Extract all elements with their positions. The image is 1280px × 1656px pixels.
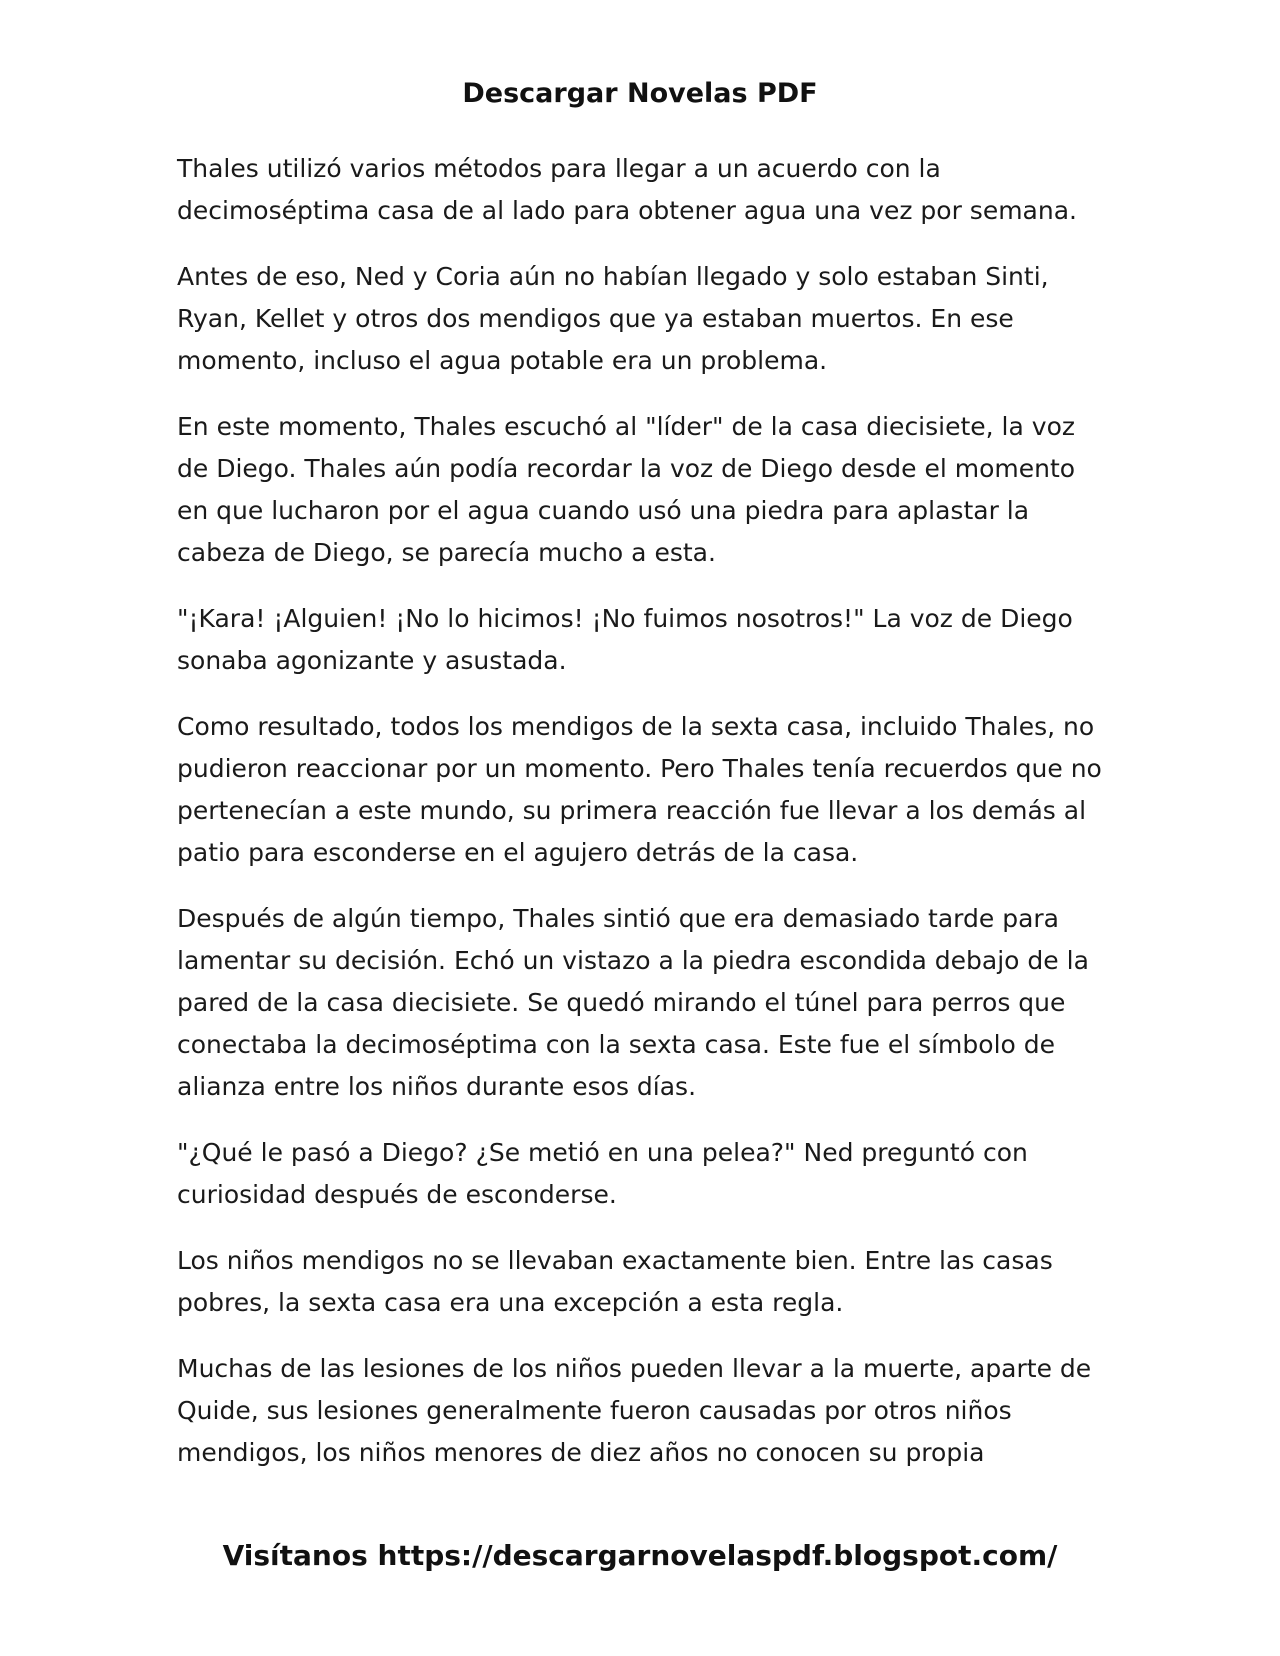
paragraph-5: Como resultado, todos los mendigos de la sexta casa, incluido Thales, no pudieron reaccionar por un momento. Pero Thales tenía recuerdos que no pertenecían a este mundo, su primera reacción fue llevar a los demás al patio para esconderse en el agujero detrás de la casa. — [177, 712, 1102, 867]
paragraph-4: "¡Kara! ¡Alguien! ¡No lo hicimos! ¡No fuimos nosotros!" La voz de Diego sonaba agonizante y asustada. — [177, 604, 1073, 675]
paragraph-3: En este momento, Thales escuchó al "líder" de la casa diecisiete, la voz de Diego. Thales aún podía recordar la voz de Diego desde el momento en que lucharon por el agua cuando usó una piedra para aplastar la cabeza de Diego, se parecía mucho a esta. — [177, 412, 1076, 567]
paragraph-7: "¿Qué le pasó a Diego? ¿Se metió en una pelea?" Ned preguntó con curiosidad después de esconderse. — [177, 1138, 1028, 1209]
body-text — [177, 148, 1107, 1498]
footer-link[interactable]: Visítanos https://descargarnovelaspdf.blogspot.com/ — [222, 1539, 1058, 1572]
page-title: Descargar Novelas PDF — [462, 78, 818, 109]
paragraph-6: Después de algún tiempo, Thales sintió que era demasiado tarde para lamentar su decisión. Echó un vistazo a la piedra escondida debajo de la pared de la casa diecisiete. Se quedó mirando el túnel para perros que conectaba la decimoséptima con la sexta casa. Este fue el símbolo de alianza entre los niños durante esos días. — [177, 904, 1089, 1101]
paragraph-8: Los niños mendigos no se llevaban exactamente bien. Entre las casas pobres, la sexta casa era una excepción a esta regla. — [177, 1246, 1053, 1317]
paragraph-1: Thales utilizó varios métodos para llegar a un acuerdo con la decimoséptima casa de al lado para obtener agua una vez por semana. — [177, 154, 1077, 225]
paragraph-9: Muchas de las lesiones de los niños pueden llevar a la muerte, aparte de Quide, sus lesiones generalmente fueron causadas por otros niños mendigos, los niños menores de diez años no conocen su propia — [177, 1354, 1092, 1467]
paragraph-2: Antes de eso, Ned y Coria aún no habían llegado y solo estaban Sinti, Ryan, Kellet y otros dos mendigos que ya estaban muertos. En ese momento, incluso el agua potable era un problema. — [177, 262, 1049, 375]
